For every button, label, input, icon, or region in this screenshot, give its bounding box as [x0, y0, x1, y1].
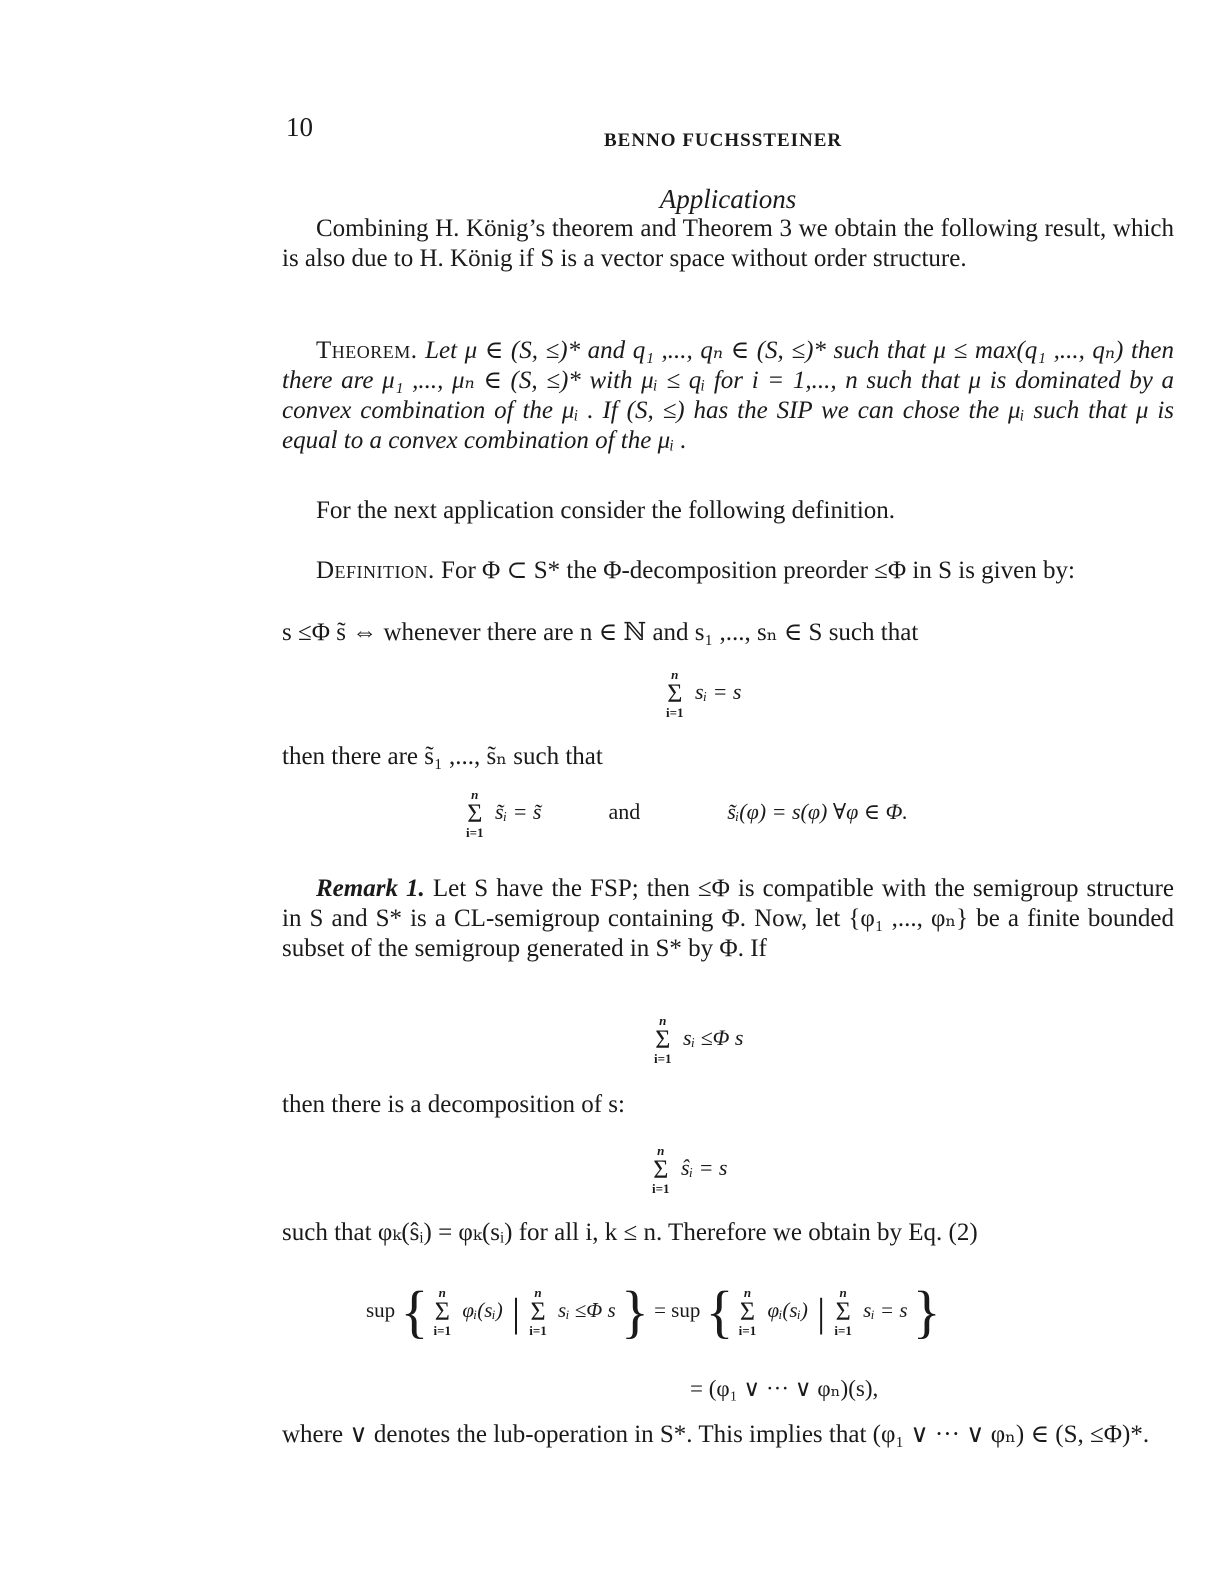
sum-upper-limit: n — [534, 1285, 542, 1300]
summation-sign — [434, 1286, 452, 1338]
equation-4-rhs: ŝᵢ = s — [681, 1155, 728, 1181]
definition-condition: s ≤Φ s̃ ⇔ whenever there are n ∈ ℕ and s₁ ,..., sₙ ∈ S such that — [282, 619, 919, 646]
then-line: then there are s̃₁ ,..., s̃ₙ such that — [282, 743, 603, 770]
such-that-paragraph: such that φₖ(ŝᵢ) = φₖ(sᵢ) for all i, k ≤ n. Therefore we obtain by Eq. (2) — [282, 1219, 978, 1246]
sum-upper-limit: n — [743, 1285, 752, 1300]
left-brace: { — [400, 1279, 429, 1344]
sum-upper-limit: n — [839, 1285, 847, 1300]
set-bar: | — [817, 1289, 826, 1335]
right-brace: } — [912, 1279, 941, 1344]
sigma-glyph: Σ — [739, 1297, 755, 1326]
summation-sign — [652, 1144, 670, 1196]
set-bar: | — [511, 1289, 520, 1335]
theorem-label: Theorem. — [316, 337, 418, 364]
equation-3 — [654, 1014, 743, 1066]
equation-1 — [666, 668, 741, 720]
sum-upper-limit: n — [659, 1013, 667, 1028]
sup-equation — [366, 1279, 941, 1344]
sigma-glyph: Σ — [530, 1297, 546, 1326]
page-number: 10 — [286, 112, 313, 142]
decomposition-line: then there is a decomposition of s: — [282, 1091, 625, 1118]
theorem-body: Let μ ∈ (S, ≤)* and q₁ ,..., qₙ ∈ (S, ≤)* such that μ ≤ max(q₁ ,..., qₙ) then there are μ₁ ,..., μₙ ∈ (S, ≤)* with μᵢ ≤ qᵢ for i = 1,..., n such that μ is dominated by a convex combination of the μᵢ . If (S, ≤) has the SIP we can chose the μᵢ such that μ is equal to a convex combination of the μᵢ . — [282, 337, 1174, 454]
running-author: BENNO FUCHSSTEINER — [604, 130, 843, 151]
sup-term-left: φᵢ(sᵢ) — [462, 1297, 503, 1322]
equation-2-lhs: s̃ᵢ = s̃ — [495, 799, 542, 825]
sup-left: sup — [366, 1297, 396, 1322]
sum-lower-limit: i=1 — [466, 825, 484, 840]
sup-cond-left: sᵢ ≤Φ s — [558, 1297, 616, 1322]
equation-2-rhs: s̃ᵢ(φ) = s(φ) ∀φ ∈ Φ. — [727, 799, 908, 825]
running-header — [286, 112, 1176, 152]
sigma-glyph: Σ — [467, 799, 483, 828]
sum-lower-limit: i=1 — [652, 1181, 670, 1196]
sum-lower-limit: i=1 — [666, 705, 684, 720]
sigma-glyph: Σ — [667, 679, 683, 708]
sigma-glyph: Σ — [655, 1025, 671, 1054]
remark-label: Remark 1. — [316, 875, 425, 902]
equation-4 — [652, 1144, 727, 1196]
next-application-paragraph: For the next application consider the following definition. — [316, 497, 896, 524]
left-brace: { — [705, 1279, 734, 1344]
sigma-glyph: Σ — [434, 1297, 450, 1326]
sum-upper-limit: n — [671, 667, 679, 682]
definition-paragraph — [282, 556, 1174, 586]
right-brace: } — [620, 1279, 649, 1344]
sum-upper-limit: n — [657, 1143, 665, 1158]
sum-lower-limit: i=1 — [654, 1051, 672, 1066]
closing-paragraph: where ∨ denotes the lub-operation in S*. This implies that (φ₁ ∨ ··· ∨ φₙ) ∈ (S, ≤Φ)*. — [282, 1421, 1150, 1448]
sigma-glyph: Σ — [653, 1155, 669, 1184]
theorem-paragraph — [282, 336, 1174, 456]
equation-3-rhs: sᵢ ≤Φ s — [683, 1025, 744, 1051]
sup-result: = (φ₁ ∨ ··· ∨ φₙ)(s), — [690, 1376, 879, 1401]
sum-lower-limit: i=1 — [834, 1323, 852, 1338]
intro-paragraph: Combining H. König’s theorem and Theorem 3 we obtain the following result, which is also due to H. König if S is a vector space without order structure. — [282, 215, 1174, 272]
summation-sign — [834, 1286, 852, 1338]
summation-sign — [466, 788, 484, 840]
summation-sign — [739, 1286, 757, 1338]
section-title: Applications — [659, 184, 797, 214]
sum-lower-limit: i=1 — [433, 1323, 452, 1338]
equation-1-rhs: sᵢ = s — [695, 679, 742, 705]
sum-lower-limit: i=1 — [738, 1323, 757, 1338]
sup-equals: = sup — [654, 1297, 701, 1322]
sum-upper-limit: n — [438, 1285, 446, 1300]
remark-paragraph — [282, 874, 1174, 964]
summation-sign — [654, 1014, 672, 1066]
summation-sign — [529, 1286, 547, 1338]
sigma-glyph: Σ — [835, 1297, 851, 1326]
summation-sign — [666, 668, 684, 720]
sup-cond-right: sᵢ = s — [863, 1297, 908, 1322]
remark-body: Let S have the FSP; then ≤Φ is compatible with the semigroup structure in S and S* is a CL-semigroup containing Φ. Now, let {φ₁ ,..., φₙ} be a finite bounded subset of the semigroup generated in S* by Φ. If — [282, 875, 1175, 962]
sum-lower-limit: i=1 — [529, 1323, 547, 1338]
definition-label: Definition. — [316, 557, 435, 584]
sum-upper-limit: n — [471, 787, 479, 802]
equation-2-and: and — [608, 799, 641, 825]
equation-2 — [466, 788, 908, 840]
definition-body: For Φ ⊂ S* the Φ-decomposition preorder ≤Φ in S is given by: — [441, 557, 1075, 584]
sup-term-right: φᵢ(sᵢ) — [767, 1297, 808, 1322]
